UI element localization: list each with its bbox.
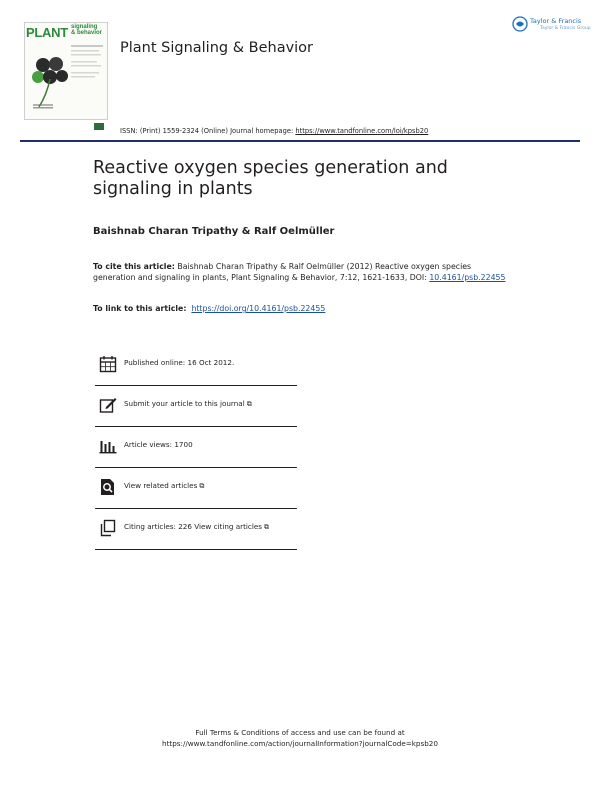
related-articles-row[interactable] — [95, 467, 297, 509]
citation-doi-link[interactable]: 10.4161/psb.22455 — [429, 272, 506, 282]
journal-thumbnail-icon — [94, 123, 104, 130]
related-articles-link[interactable] — [124, 481, 204, 491]
external-link-icon: ⧉ — [246, 400, 252, 408]
publisher-logo — [512, 16, 591, 38]
issn-line — [120, 127, 428, 135]
header-divider — [20, 140, 580, 142]
external-link-icon: ⧉ — [199, 482, 205, 490]
article-link-label: To link to this article: — [93, 304, 187, 313]
cover-logo-plant: PLANT — [26, 25, 68, 40]
edit-icon — [99, 396, 117, 414]
citing-articles-text: Citing articles: 226 View citing articles — [124, 522, 263, 531]
copy-icon — [99, 519, 117, 537]
cover-logo-signaling-line2: & behavior — [71, 30, 103, 36]
article-authors: Baishnab Charan Tripathy & Ralf Oelmüller — [93, 226, 335, 237]
citing-articles-row[interactable] — [95, 508, 297, 550]
related-articles-text: View related articles — [124, 481, 198, 490]
publisher-logo-line1: Taylor & Francis — [530, 17, 582, 25]
cover-logo-signaling — [71, 24, 102, 36]
issn-text: ISSN: (Print) 1559-2324 (Online) Journal homepage: — [120, 127, 296, 135]
journal-title: Plant Signaling & Behavior — [120, 40, 314, 56]
cover-logo-signaling-line1: signaling — [71, 24, 98, 30]
cover-clover-art — [25, 39, 107, 119]
citing-articles-link[interactable] — [124, 522, 269, 532]
published-online-text: Published online: 16 Oct 2012. — [124, 358, 235, 367]
published-online-row — [95, 344, 297, 386]
publisher-logo-text — [530, 18, 591, 32]
footer — [0, 728, 600, 749]
search-document-icon — [99, 478, 117, 496]
article-link-line — [93, 304, 325, 313]
footer-terms-text: Full Terms & Conditions of access and use can be found at — [195, 728, 405, 737]
citation-label: To cite this article: — [93, 262, 175, 271]
article-views-row — [95, 426, 297, 468]
publisher-logo-icon — [512, 16, 528, 32]
journal-homepage-link[interactable]: https://www.tandfonline.com/loi/kpsb20 — [295, 127, 429, 135]
submit-article-link[interactable] — [124, 399, 252, 409]
journal-cover-image — [24, 22, 108, 120]
calendar-icon — [99, 355, 117, 373]
article-title: Reactive oxygen species generation and signaling in plants — [93, 158, 448, 199]
submit-article-text: Submit your article to this journal — [124, 399, 245, 408]
external-link-icon: ⧉ — [264, 523, 270, 531]
footer-terms-url[interactable]: https://www.tandfonline.com/action/journalInformation?journalCode=kpsb20 — [162, 738, 438, 748]
citation-text: Baishnab Charan Tripathy & Ralf Oelmüller (2012) Reactive oxygen species generation and signaling in plants, Plant Signaling & Behavior, 7:12, 1621-1633, DOI: — [93, 262, 472, 282]
submit-article-row[interactable] — [95, 385, 297, 427]
article-doi-link[interactable]: https://doi.org/10.4161/psb.22455 — [191, 304, 326, 313]
citation-block — [93, 262, 508, 284]
publisher-logo-line2: Taylor & Francis Group — [540, 26, 591, 31]
article-views-text: Article views: 1700 — [124, 440, 193, 449]
bar-chart-icon — [99, 437, 117, 455]
